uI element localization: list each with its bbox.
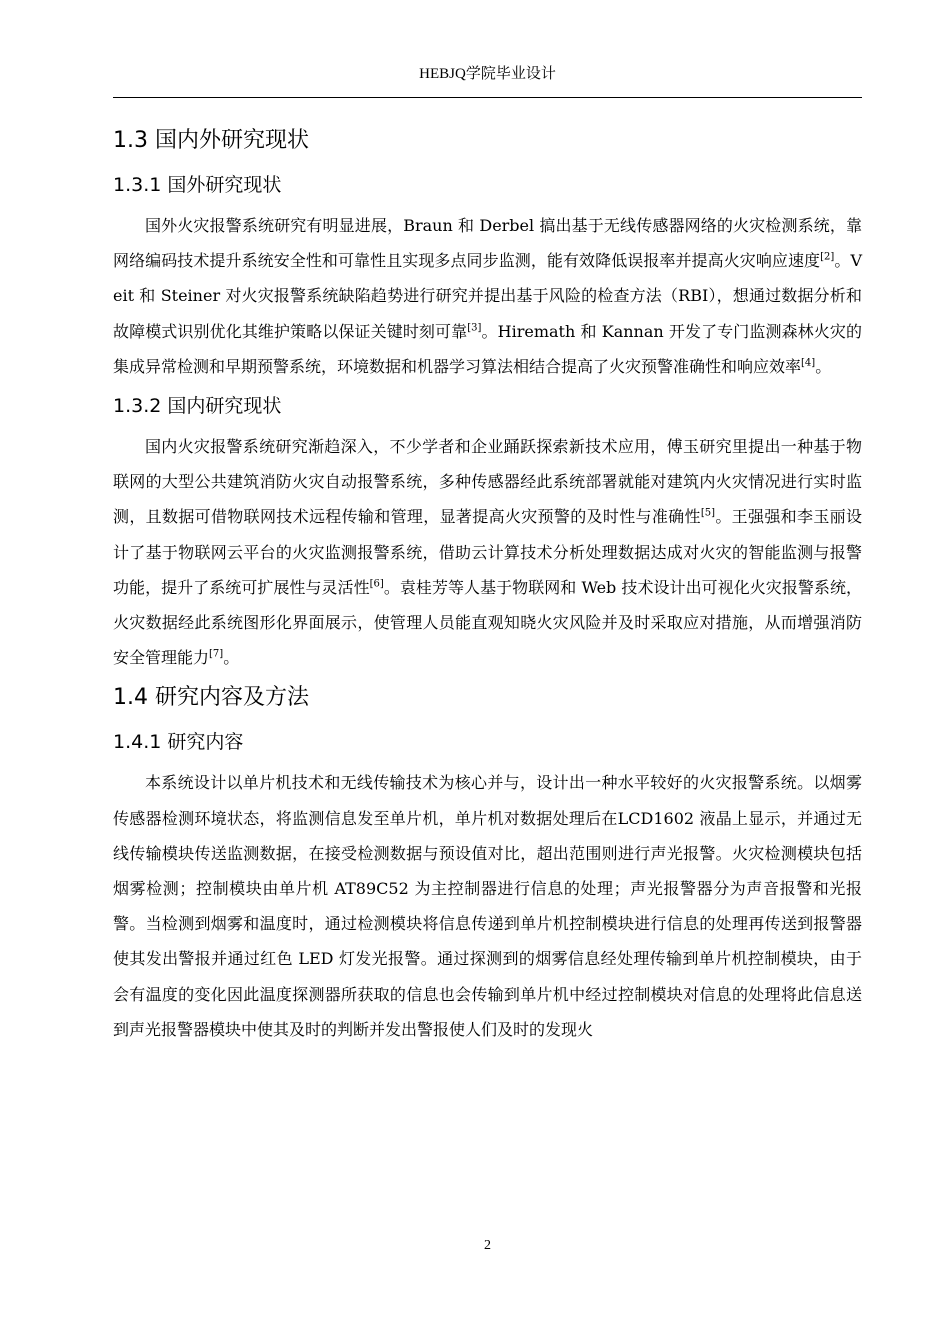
citation-3: [3]	[467, 322, 482, 334]
header-divider	[113, 97, 862, 98]
citation-5: [5]	[700, 508, 716, 520]
page-content	[113, 118, 862, 1047]
paragraph-foreign-research	[113, 208, 862, 384]
text-segment: 国外火灾报警系统研究有明显进展，Braun 和 Derbel 搞出基于无线传感器网络的火灾检测系统，靠网络编码技术提升系统安全性和可靠性且实现多点同步监测，能有效降低误报率并提高火灾响应速度	[113, 216, 862, 271]
page-header: HEBJQ学院毕业设计	[419, 66, 556, 82]
citation-6: [6]	[369, 578, 384, 590]
section-heading-1-3: 1.3 国内外研究现状	[113, 128, 309, 153]
paragraph-research-content: 本系统设计以单片机技术和无线传输技术为核心并与，设计出一种水平较好的火灾报警系统。以烟雾传感器检测环境状态，将监测信息发至单片机，单片机对数据处理后在LCD1602 液晶上显示，并通过无线传输模块传送监测数据，在接受检测数据与预设值对比，超出范围则进行声光报警。火灾检测模块包括烟雾检测；控制模块由单片机 AT89C52 为主控制器进行信息的处理；声光报警器分为声音报警和光报警。当检测到烟雾和温度时，通过检测模块将信息传递到单片机控制模块进行信息的处理再传送到报警器使其发出警报并通过红色 LED 灯发光报警。通过探测到的烟雾信息经处理传输到单片机控制模块，由于会有温度的变化因此温度探测器所获取的信息也会传输到单片机中经过控制模块对信息的处理将此信息送到声光报警器模块中使其及时的判断并发出警报使人们及时的发现火	[113, 773, 862, 1039]
text-segment: 。	[815, 356, 832, 376]
citation-7: [7]	[209, 648, 224, 660]
citation-4: [4]	[801, 357, 816, 369]
page-number: 2	[484, 1238, 491, 1253]
citation-2: [2]	[820, 251, 835, 263]
text-segment: 。	[223, 648, 240, 668]
text-segment: 。王强强和李玉丽设计了基于物联网云平台的火灾监测报警系统，借助云计算技术分析处理数据达成对火灾的智能监测与报警功能，提升了系统可扩展性与灵活性	[113, 507, 862, 597]
text-segment: 国内火灾报警系统研究渐趋深入，不少学者和企业踊跃探索新技术应用，傅玉研究里提出一种基于物联网的大型公共建筑消防火灾自动报警系统，多种传感器经此系统部署就能对建筑内火灾情况进行实时监测，且数据可借物联网技术远程传输和管理，显著提高火灾预警的及时性与准确性	[113, 437, 862, 527]
section-heading-1-4: 1.4 研究内容及方法	[113, 685, 309, 711]
subsection-heading-1-4-1: 1.4.1 研究内容	[113, 731, 244, 754]
subsection-heading-1-3-2: 1.3.2 国内研究现状	[113, 395, 282, 418]
text-segment: 。Veit 和 Steiner 对火灾报警系统缺陷趋势进行研究并提出基于风险的检查方法（RBI），想通过数据分析和故障模式识别优化其维护策略以保证关键时刻可靠	[113, 251, 862, 341]
text-segment: 。Hiremath 和 Kannan 开发了专门监测森林火灾的集成异常检测和早期预警系统，环境数据和机器学习算法相结合提高了火灾预警准确性和响应效率	[113, 321, 862, 376]
text-segment: 。袁桂芳等人基于物联网和 Web 技术设计出可视化火灾报警系统，火灾数据经此系统图形化界面展示，使管理人员能直观知晓火灾风险并及时采取应对措施，从而增强消防安全管理能力	[113, 577, 862, 668]
subsection-heading-1-3-1: 1.3.1 国外研究现状	[113, 174, 282, 196]
paragraph-domestic-research	[113, 429, 862, 675]
